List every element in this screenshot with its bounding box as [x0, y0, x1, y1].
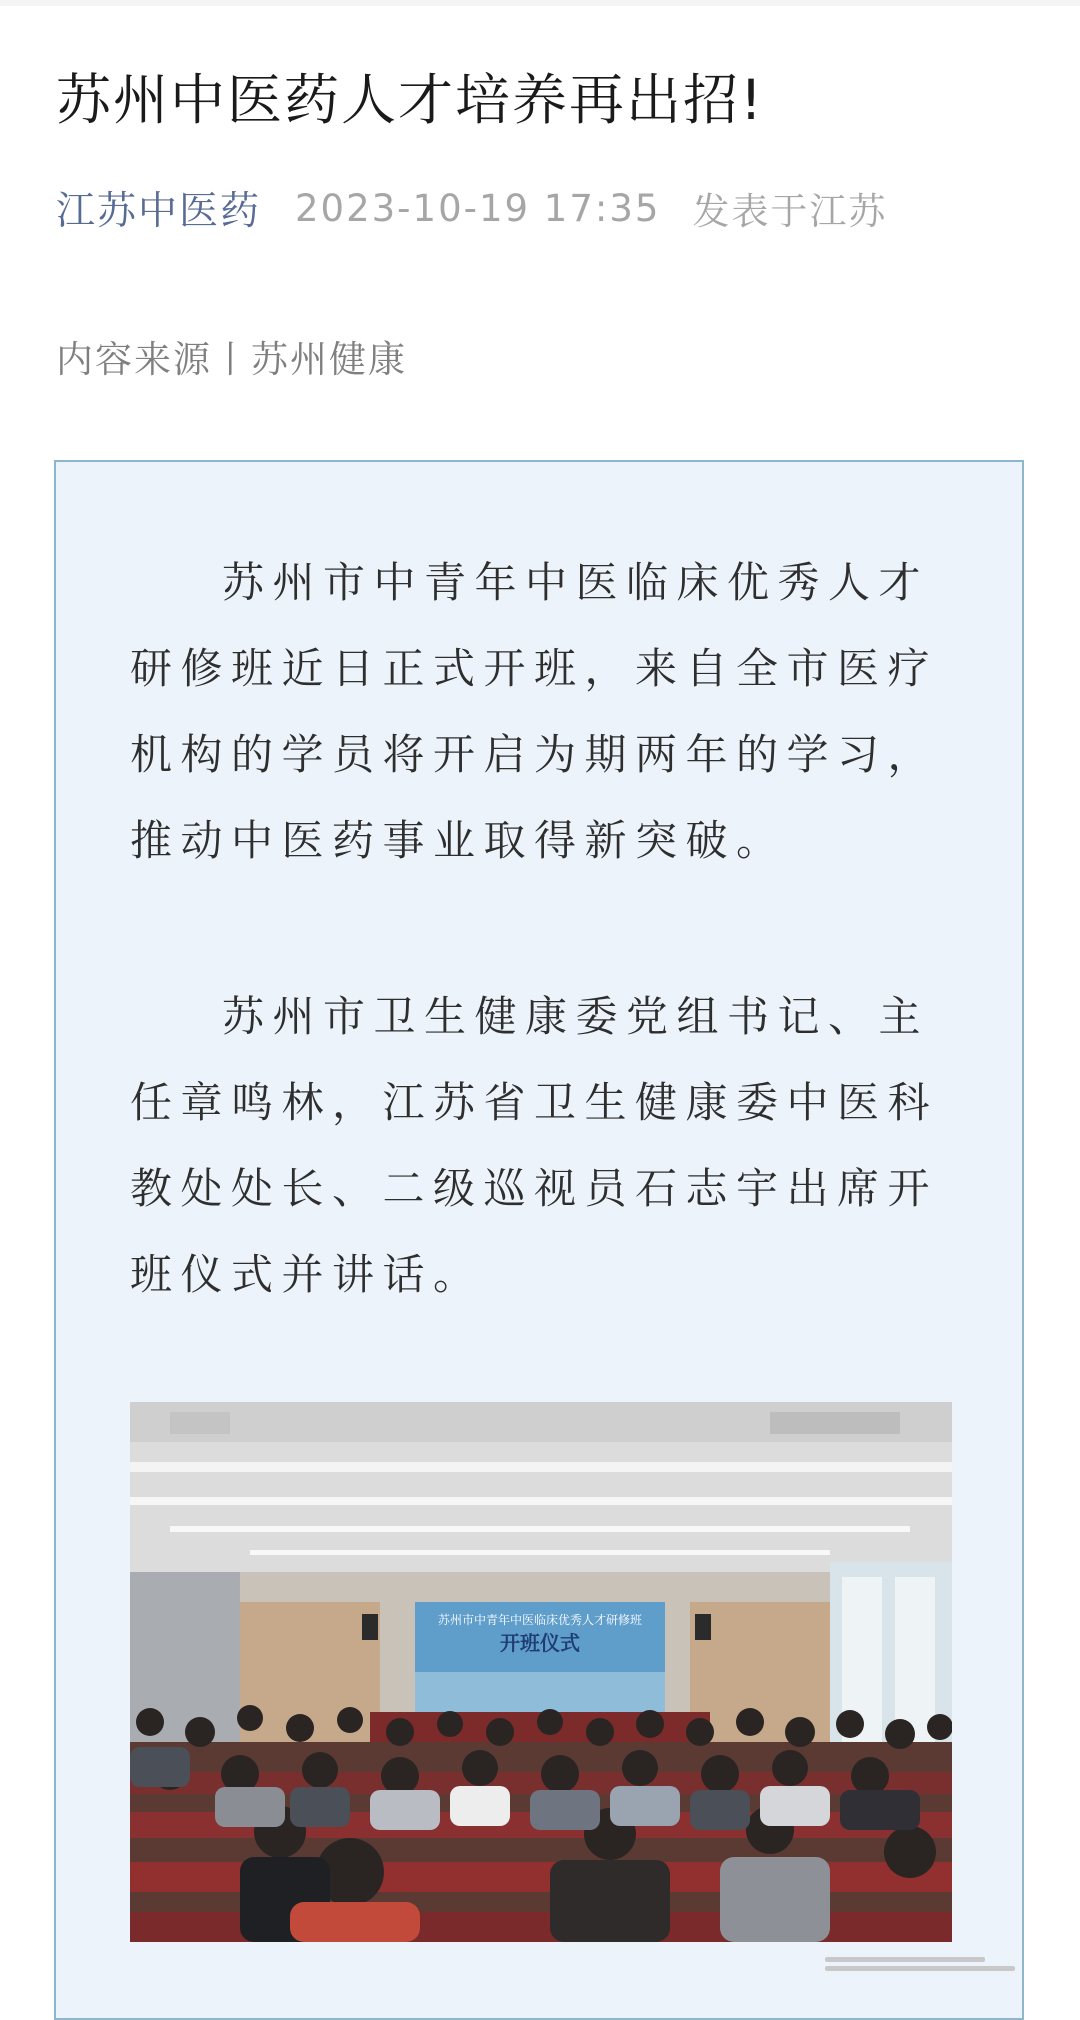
account-name-link[interactable]: 江苏中医药	[56, 189, 262, 234]
publish-location: 发表于江苏	[692, 190, 888, 233]
article-content-box	[54, 460, 1024, 2020]
article-meta	[56, 180, 887, 236]
top-divider	[0, 0, 1080, 6]
screen-subtitle: 开班仪式	[500, 1631, 580, 1655]
content-source: 内容来源丨苏州健康	[56, 338, 407, 381]
article-title: 苏州中医药人才培养再出招!	[56, 68, 765, 132]
publish-time: 2023-10-19 17:35	[295, 186, 661, 230]
screen-title: 苏州市中青年中医临床优秀人才研修班	[437, 1613, 643, 1627]
conference-photo[interactable]	[130, 1402, 952, 1942]
article-paragraph: 苏州市卫生健康委党组书记、主任章鸣林，江苏省卫生健康委中医科教处处长、二级巡视员石志宇出席开班仪式并讲话。	[130, 992, 939, 1299]
article-paragraph: 苏州市中青年中医临床优秀人才研修班近日正式开班，来自全市医疗机构的学员将开启为期两年的学习，推动中医药事业取得新突破。	[130, 558, 939, 865]
lines-icon	[825, 1955, 1025, 1975]
